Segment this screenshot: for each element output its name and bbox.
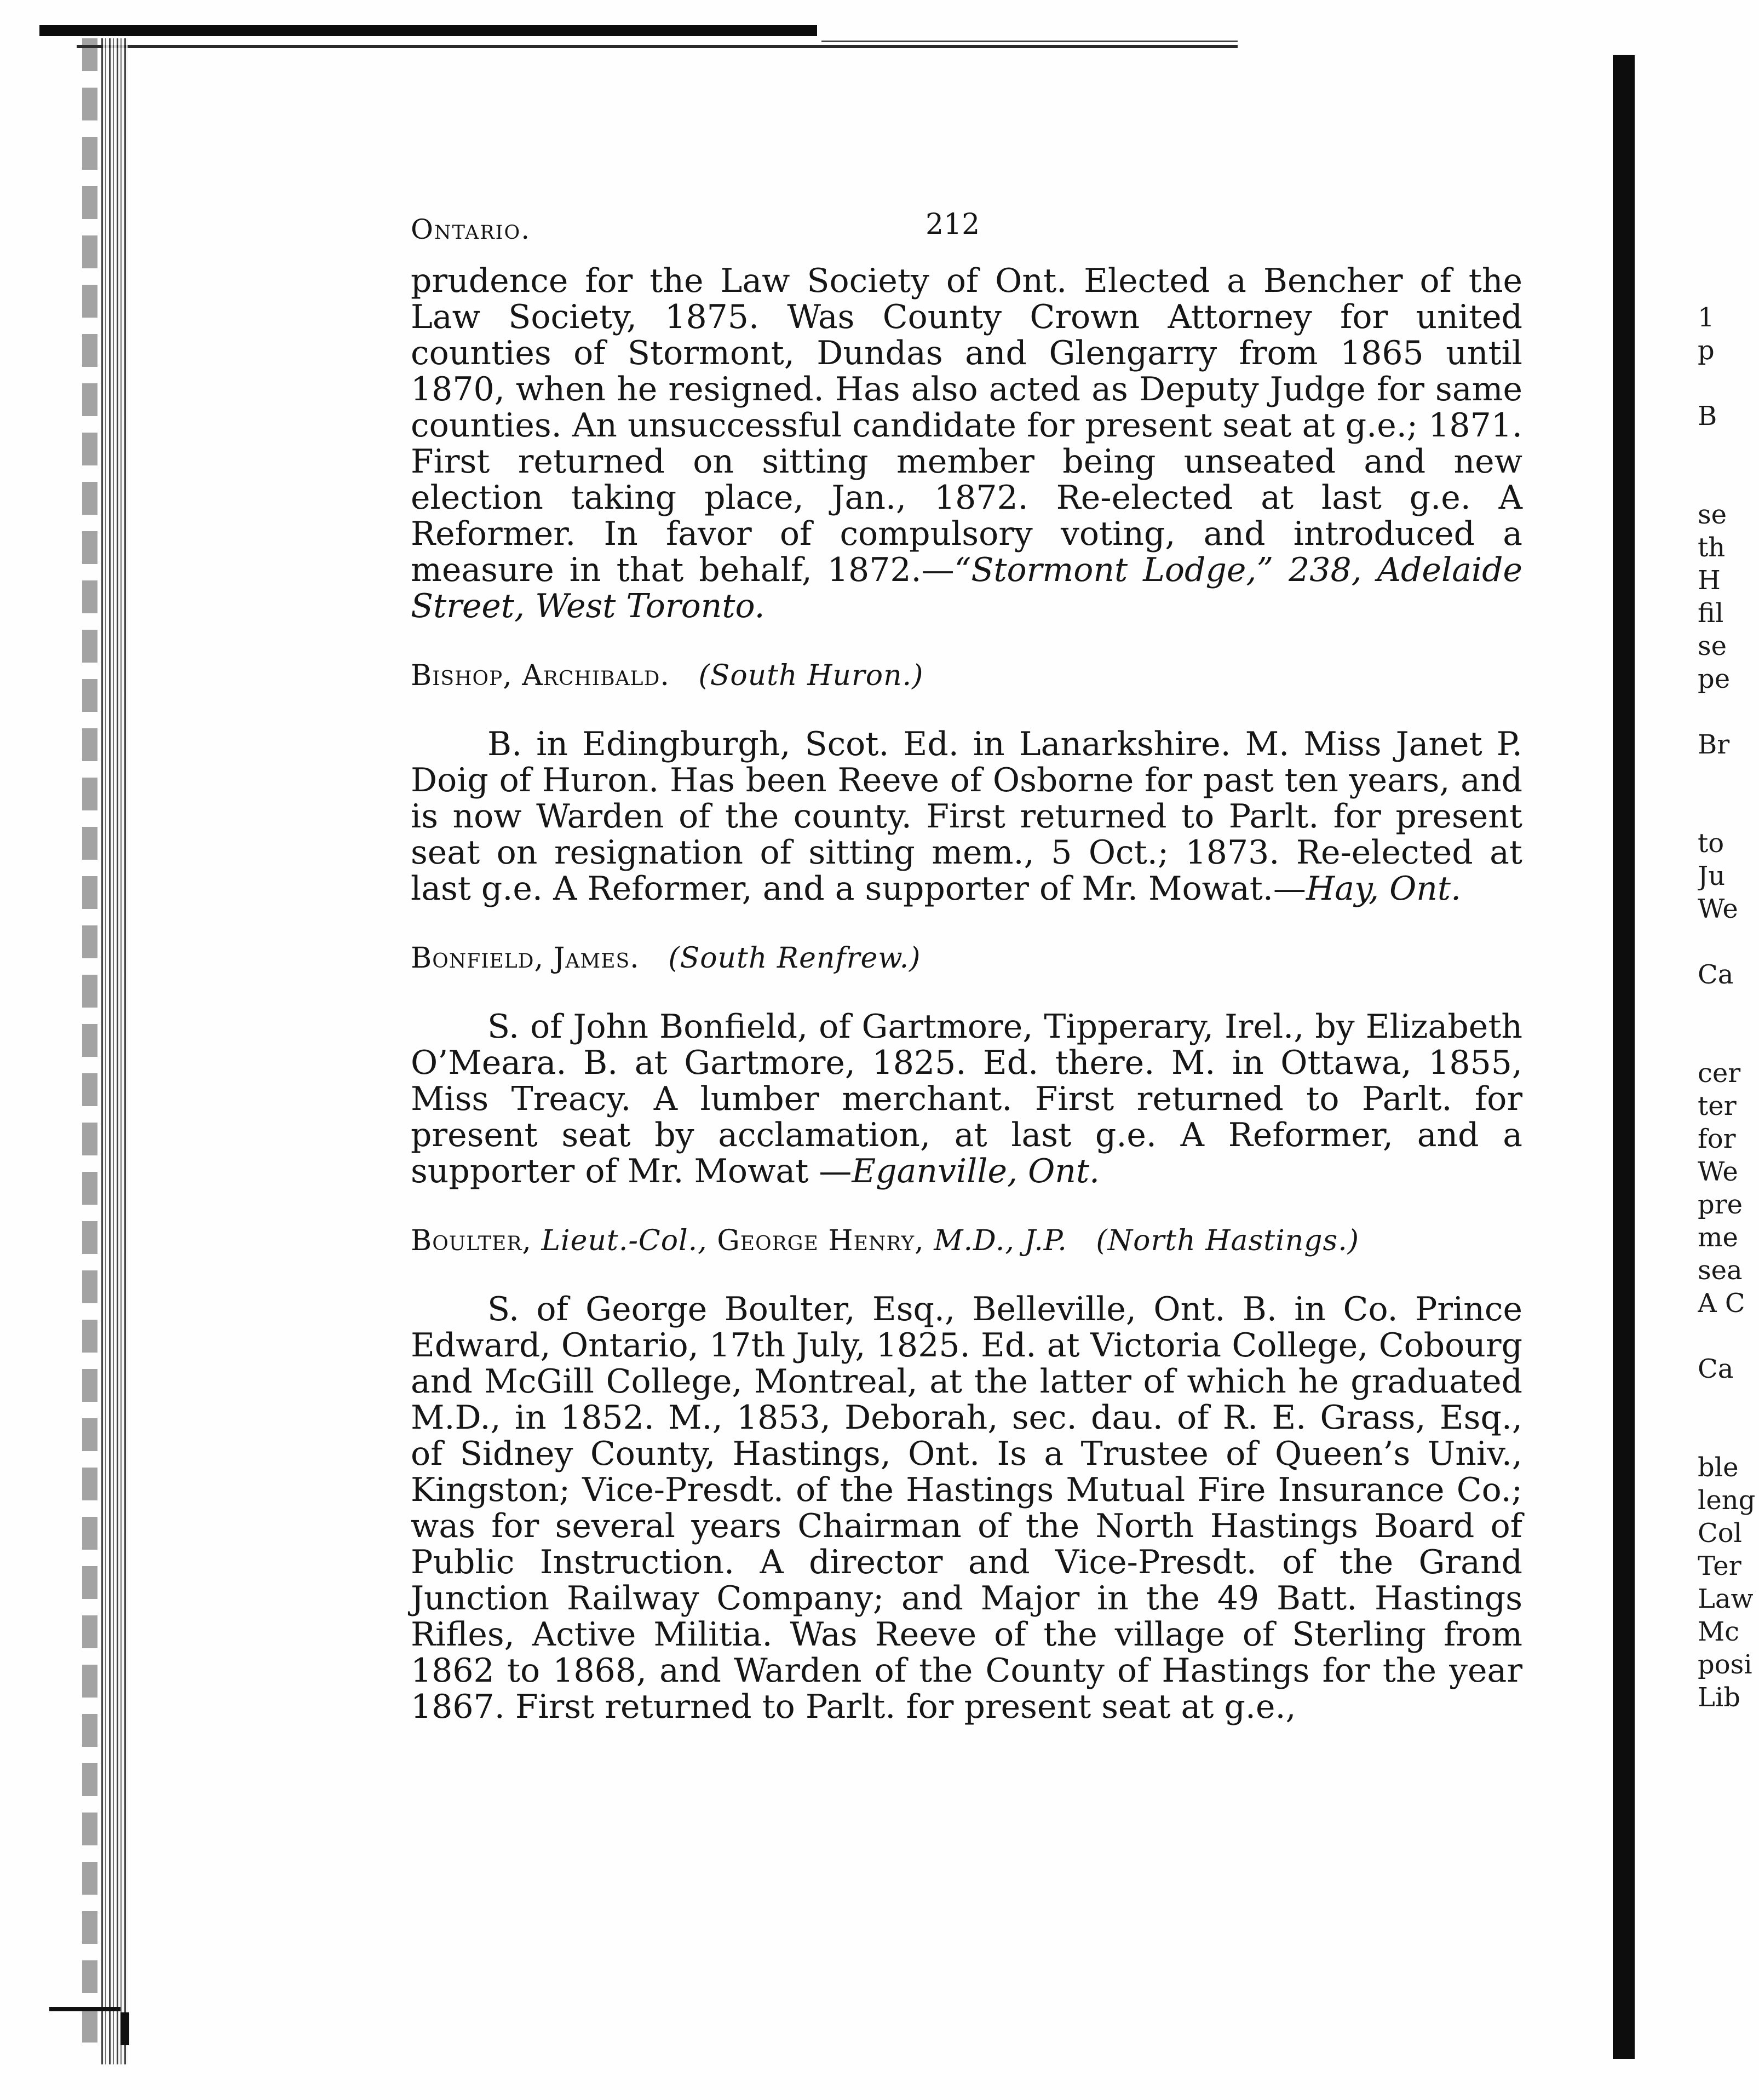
scan-bottom-left-mark xyxy=(49,2007,120,2011)
entry-heading xyxy=(411,1224,1522,1257)
entry-bio-text: S. of John Bonfield, of Gartmore, Tipperary, Irel., by Elizabeth O’Meara. B. at Gartmore, 1825. Ed. there. M. in Ottawa, 1855, Miss Treacy. A lumber merchant. First returned to Parlt. for present seat by acclamation, at last g.e. A Reformer, and a supporter of Mr. Mowat — xyxy=(411,1008,1522,1190)
entry-constituency: (North Hastings.) xyxy=(1096,1224,1360,1257)
entry-title: Lieut.-Col., xyxy=(541,1224,708,1257)
scan-left-binding-edge xyxy=(101,38,128,2064)
entry-address: Hay, Ont. xyxy=(1306,870,1462,908)
entry-bio xyxy=(411,1009,1522,1189)
page-header xyxy=(411,203,1522,246)
entry-address: Eganville, Ont. xyxy=(852,1152,1100,1190)
scan-top-bar xyxy=(39,25,817,36)
scan-top-line xyxy=(77,45,1238,48)
entry-bio xyxy=(411,1291,1522,1725)
scan-top-line-dashed xyxy=(821,41,1238,42)
continuation-text: prudence for the Law Society of Ont. Elected a Bencher of the Law Society, 1875. Was County Crown Attorney for united counties of Stormont, Dundas and Glengarry from 1865 until 1870, when he resigned. Has also acted as Deputy Judge for same counties. An unsuccessful candidate for present seat at g.e.; 1871. First returned on sitting member being unseated and new election taking place, Jan., 1872. Re-elected at last g.e. A Reformer. In favor of compulsory voting, and introduced a measure in that behalf, 1872.— xyxy=(411,262,1522,589)
entry-bio-text: B. in Edingburgh, Scot. Ed. in Lanarkshire. M. Miss Janet P. Doig of Huron. Has been Reeve of Osborne for past ten years, and is now Warden of the county. First returned to Parlt. for present seat on resignation of sitting mem., 5 Oct.; 1873. Re-elected at last g.e. A Reformer, and a supporter of Mr. Mowat.— xyxy=(411,725,1522,908)
entry-name: Bishop, Archibald. xyxy=(411,659,670,692)
next-page-fragments: 1 p B se th H fil se pe Br to Ju We Ca cer ter for We pre me sea A C Ca ble leng Col Ter Law Mc posi Lib xyxy=(1698,302,1756,1713)
running-head: Ontario. xyxy=(411,214,531,245)
entry-name: Boulter, xyxy=(411,1224,532,1257)
entry-heading xyxy=(411,659,1522,692)
entry-title-second: M.D., J.P. xyxy=(934,1224,1067,1257)
entry-bio xyxy=(411,726,1522,907)
entry-constituency: (South Renfrew.) xyxy=(668,942,921,975)
book-page xyxy=(411,203,1522,1725)
continuation-paragraph xyxy=(411,263,1522,624)
scan-left-margin-marks xyxy=(82,38,97,2053)
entry-constituency: (South Huron.) xyxy=(698,659,924,692)
right-binding-bar xyxy=(1613,55,1635,2059)
page-number: 212 xyxy=(926,208,980,241)
continuation-address: “Stormont Lodge,” 238, Adelaide Street, West Toronto. xyxy=(411,551,1523,625)
entry-heading xyxy=(411,942,1522,975)
scan-bottom-left-mark-vertical xyxy=(120,2012,129,2045)
entry-name-second: George Henry, xyxy=(717,1224,924,1257)
entry-bio-text: S. of George Boulter, Esq., Belleville, Ont. B. in Co. Prince Edward, Ontario, 17th July, 1825. Ed. at Victoria College, Cobourg and McGill College, Montreal, at the latter of which he graduated M.D., in 1852. M., 1853, Deborah, sec. dau. of R. E. Grass, Esq., of Sidney County, Hastings, Ont. Is a Trustee of Queen’s Univ., Kingston; Vice-Presdt. of the Hastings Mutual Fire Insurance Co.; was for several years Chairman of the North Hastings Board of Public Instruction. A director and Vice-Presdt. of the Grand Junction Railway Company; and Major in the 49 Batt. Hastings Rifles, Active Militia. Was Reeve of the village of Sterling from 1862 to 1868, and Warden of the County of Hastings for the year 1867. First returned to Parlt. for present seat at g.e., xyxy=(411,1290,1522,1726)
entry-name: Bonfield, James. xyxy=(411,942,640,975)
